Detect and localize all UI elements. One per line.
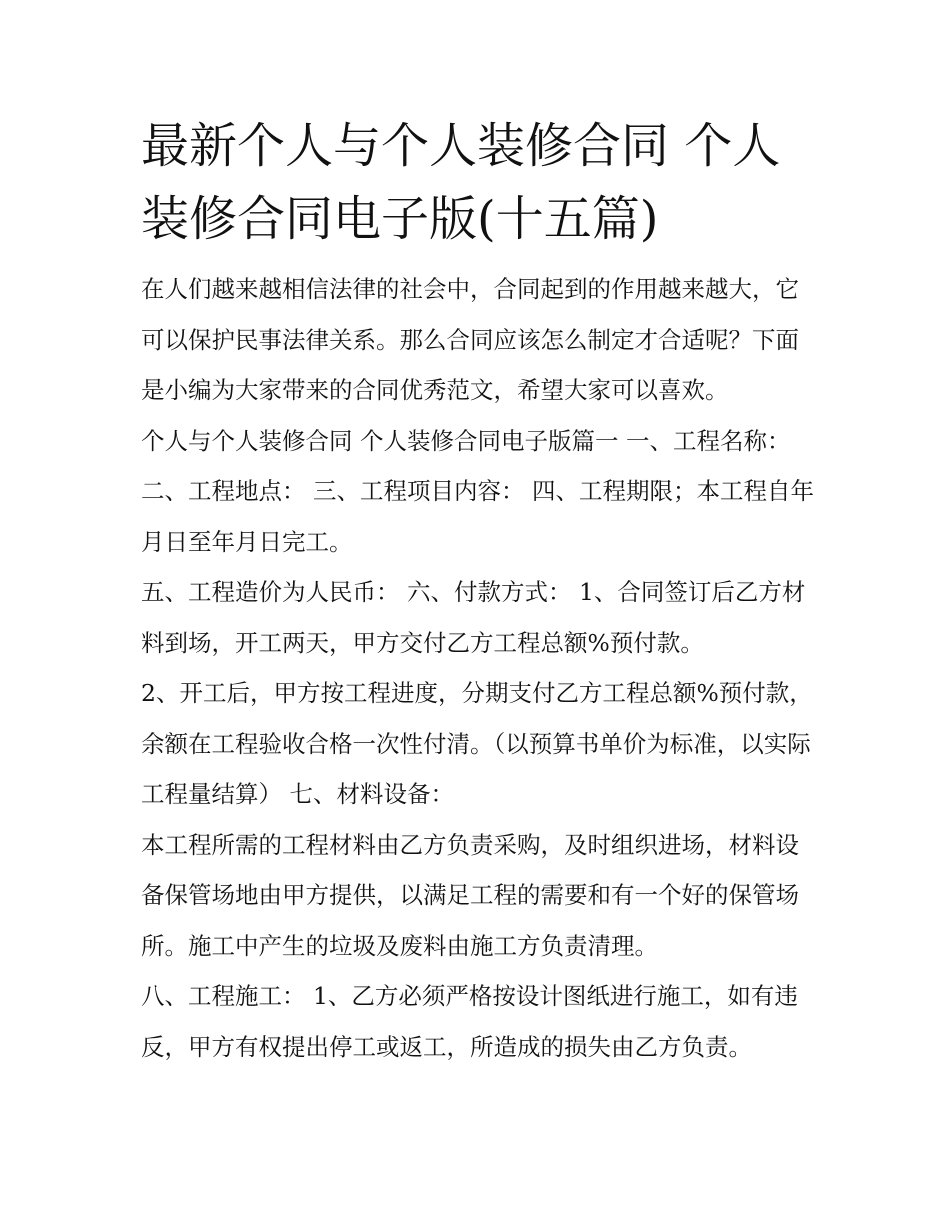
paragraph-materials: 本工程所需的工程材料由乙方负责采购，及时组织进场，材料设备保管场地由甲方提供，以满足工程的需要和有一个好的保管场所。施工中产生的垃圾及废料由施工方负责清理。 (141, 830, 799, 960)
paragraph-payment: 五、工程造价为人民币： 六、付款方式： 1、合同签订后乙方材料到场，开工两天，甲方交付乙方工程总额%预付款。 (141, 578, 806, 657)
paragraph-intro: 在人们越来越相信法律的社会中，合同起到的作用越来越大，它可以保护民事法律关系。那么合同应该怎么制定才合适呢？下面是小编为大家带来的合同优秀范文，希望大家可以喜欢。 (141, 275, 799, 404)
paragraph-construction: 八、工程施工： 1、乙方必须严格按设计图纸进行施工，如有违反，甲方有权提出停工或返工，所造成的损失由乙方负责。 (141, 982, 798, 1061)
document-title: 最新个人与个人装修合同 个人装修合同电子版(十五篇) (141, 118, 781, 247)
paragraph-project-info: 个人与个人装修合同 个人装修合同电子版篇一 一、工程名称： 二、工程地点： 三、工程项目内容： 四、工程期限；本工程自年月日至年月日完工。 (141, 426, 814, 556)
document-page (141, 110, 821, 1072)
paragraph-payment-schedule: 2、开工后，甲方按工程进度，分期支付乙方工程总额%预付款，余额在工程验收合格一次性付清。（以预算书单价为标准，以实际工程量结算） 七、材料设备： (141, 679, 813, 808)
